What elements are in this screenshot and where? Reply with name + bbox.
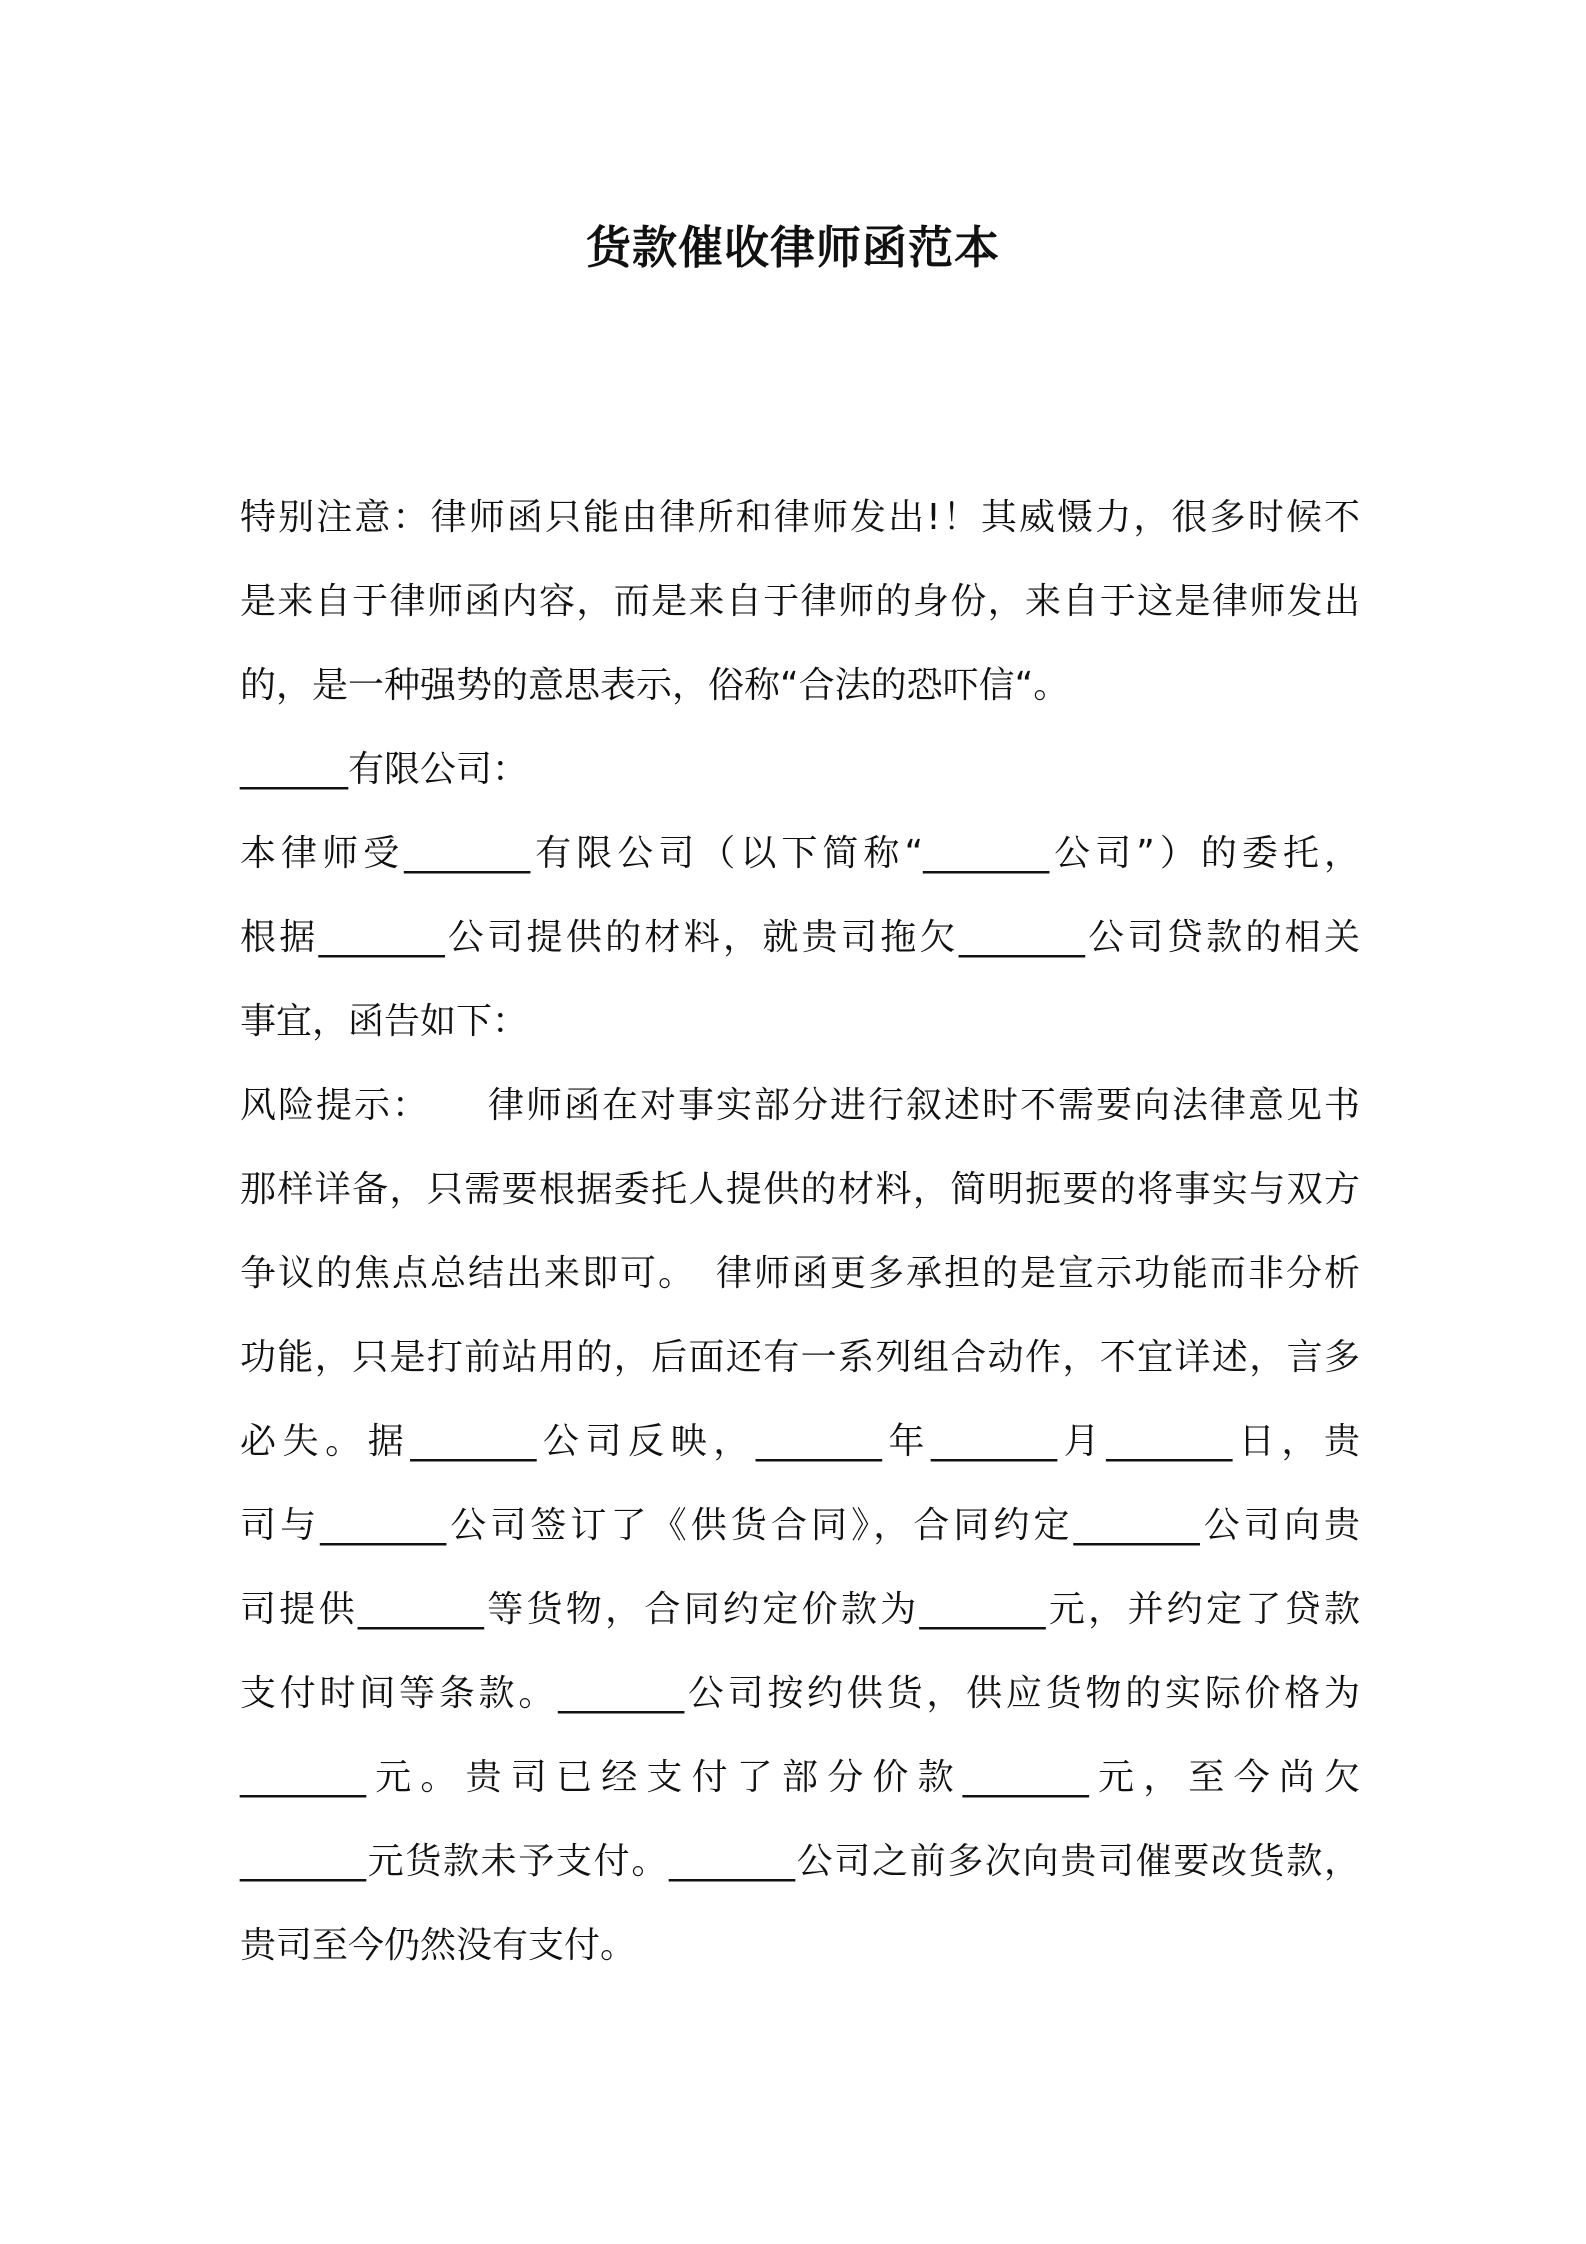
text-line: 的，是一种强势的意思表示，俗称“合法的恐吓信“。	[240, 665, 1070, 706]
addressee-line: ______有限公司：	[240, 749, 529, 790]
text-line: 风险提示： 律师函在对事实部分进行叙述时不需要向法律意见书	[240, 1085, 1360, 1126]
text-line: 那样详备，只需要根据委托人提供的材料，简明扼要的将事实与双方	[240, 1169, 1360, 1210]
text-line: 司提供_______等货物，合同约定价款为_______元，并约定了贷款	[240, 1589, 1360, 1630]
page-title: 货款催收律师函范本	[585, 221, 1000, 274]
text-line: _______元。贵司已经支付了部分价款_______元，至今尚欠	[240, 1757, 1360, 1798]
text-line: 司与_______公司签订了《供货合同》，合同约定_______公司向贵	[240, 1505, 1360, 1546]
text-line: 根据_______公司提供的材料，就贵司拖欠_______公司贷款的相关	[240, 917, 1360, 958]
text-line: 必失。据_______公司反映，_______年_______月_______日，贵	[240, 1421, 1360, 1462]
text-line: 特别注意：律师函只能由律所和律师发出!！其威慑力，很多时候不	[240, 497, 1360, 538]
text-line: 贵司至今仍然没有支付。	[240, 1925, 637, 1966]
text-line: 争议的焦点总结出来即可。 律师函更多承担的是宣示功能而非分析	[240, 1253, 1360, 1294]
text-line: 事宜，函告如下：	[240, 1001, 529, 1042]
text-line: 本律师受_______有限公司（以下简称“_______公司”）的委托，	[240, 833, 1360, 874]
text-line: 功能，只是打前站用的，后面还有一系列组合动作，不宜详述，言多	[240, 1337, 1360, 1378]
text-line: _______元货款未予支付。_______公司之前多次向贵司催要改货款，	[240, 1841, 1360, 1882]
text-line: 是来自于律师函内容，而是来自于律师的身份，来自于这是律师发出	[240, 581, 1360, 622]
text-line: 支付时间等条款。_______公司按约供货，供应货物的实际价格为	[240, 1673, 1360, 1714]
